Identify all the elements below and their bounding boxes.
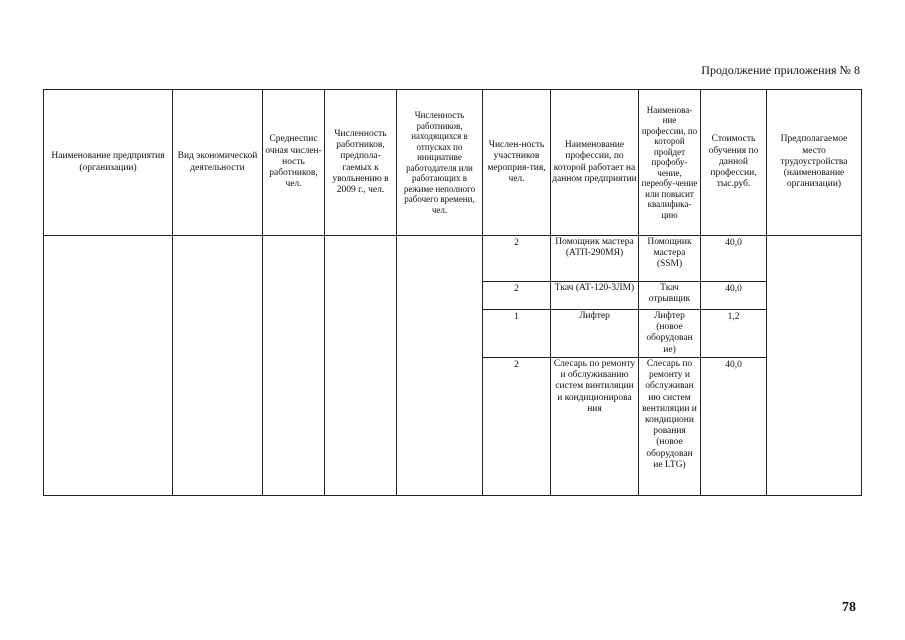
training-cost-cell: 40,0 (701, 358, 767, 496)
header-future-employment: Предполагаемое место трудоустройства (наименование организации) (767, 90, 862, 236)
current-profession-cell: Слесарь по ремонту и обслуживанию систем винтиляции и кондиционирова ния (551, 358, 639, 496)
current-profession-cell: Лифтер (551, 310, 639, 358)
table-header-row (44, 90, 862, 236)
training-profession-cell: Ткач отрывщик (639, 282, 701, 310)
table-row (44, 236, 862, 282)
header-current-profession: Наименование профессии, по которой работает на данном предприятии (551, 90, 639, 236)
current-profession-cell: Помощник мастера (АТП-290МЯ) (551, 236, 639, 282)
header-average-headcount: Среднеспис очная числен-ность работников, чел. (263, 90, 325, 236)
page-number: 78 (842, 600, 856, 615)
activity-type-cell (173, 236, 263, 496)
header-activity-type: Вид экономической деятельности (173, 90, 263, 236)
header-enterprise-name: Наименование предприятия (организации) (44, 90, 173, 236)
future-employment-cell (767, 236, 862, 496)
workers-on-leave-cell (397, 236, 483, 496)
enterprise-name-cell (44, 236, 173, 496)
current-profession-cell: Ткач (АТ-120-3ЛМ) (551, 282, 639, 310)
header-training-cost: Стоимость обучения по данной профессии, тыс.руб. (701, 90, 767, 236)
participants-cell: 2 (483, 282, 551, 310)
header-training-profession: Наименова-ние профессии, по которой пройдет профобу-чение, переобу-чение или повысит квалифика-цию (639, 90, 701, 236)
continuation-caption: Продолжение приложения № 8 (701, 63, 860, 77)
training-profession-cell: Помощник мастера (SSM) (639, 236, 701, 282)
training-cost-cell: 40,0 (701, 236, 767, 282)
participants-cell: 2 (483, 358, 551, 496)
training-cost-cell: 1,2 (701, 310, 767, 358)
training-cost-cell: 40,0 (701, 282, 767, 310)
header-planned-dismissals: Численность работников, предпола-гаемых к увольнению в 2009 г., чел. (325, 90, 397, 236)
participants-cell: 2 (483, 236, 551, 282)
header-workers-on-leave: Численность работников, находящихся в отпусках по инициативе работодателя или работающих в режиме неполного рабочего времени, чел. (397, 90, 483, 236)
participants-cell: 1 (483, 310, 551, 358)
training-profession-cell: Слесарь по ремонту и обслуживан ию систем вентиляции и кондициони рования (новое оборудован ие LTG) (639, 358, 701, 496)
appendix-table (43, 89, 862, 496)
average-headcount-cell (263, 236, 325, 496)
training-profession-cell: Лифтер (новое оборудован ие) (639, 310, 701, 358)
header-participants: Числен-ность участников мероприя-тия, чел. (483, 90, 551, 236)
planned-dismissals-cell (325, 236, 397, 496)
